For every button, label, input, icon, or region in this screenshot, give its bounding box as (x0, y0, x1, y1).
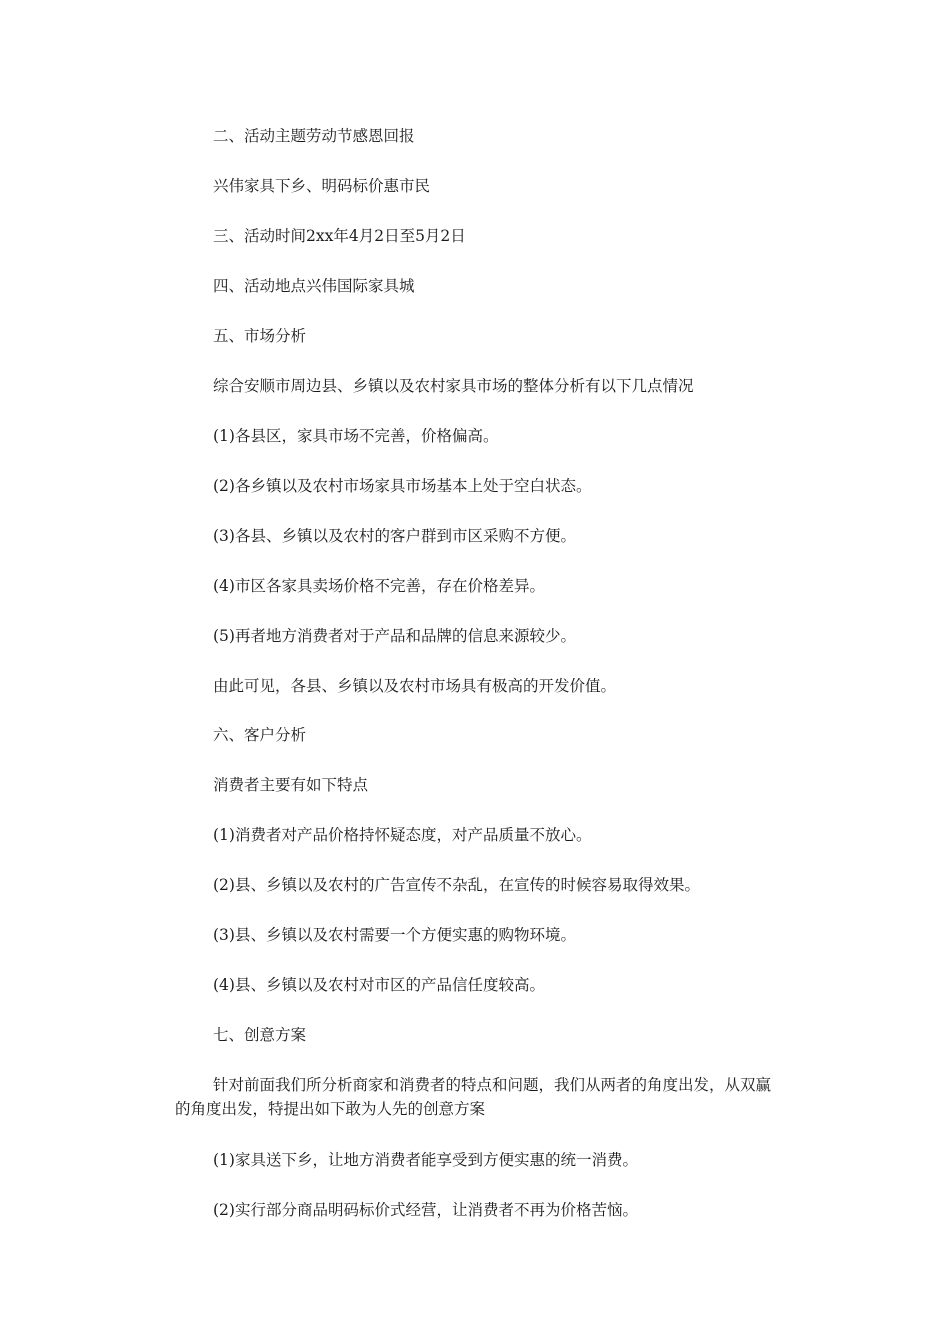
paragraph-slogan: 兴伟家具下乡、明码标价惠市民 (213, 177, 431, 195)
heading-market-analysis: 五、市场分析 (213, 327, 307, 345)
paragraph-creative-intro: 针对前面我们所分析商家和消费者的特点和问题，我们从两者的角度出发，从双赢的角度出发，特提出如下敢为人先的创意方案 (175, 1076, 772, 1118)
paragraph-customer-intro: 消费者主要有如下特点 (213, 776, 369, 794)
heading-activity-time: 三、活动时间2xx年4月2日至5月2日 (213, 227, 466, 245)
heading-customer-analysis: 六、客户分析 (213, 726, 307, 744)
list-item-market-1: (1)各县区，家具市场不完善，价格偏高。 (213, 427, 499, 445)
list-item-market-4: (4)市区各家具卖场价格不完善，存在价格差异。 (213, 577, 545, 595)
list-item-customer-4: (4)县、乡镇以及农村对市区的产品信任度较高。 (213, 976, 545, 994)
list-item-market-5: (5)再者地方消费者对于产品和品牌的信息来源较少。 (213, 627, 576, 645)
list-item-creative-2: (2)实行部分商品明码标价式经营，让消费者不再为价格苦恼。 (213, 1201, 638, 1219)
heading-activity-theme: 二、活动主题劳动节感恩回报 (213, 127, 415, 145)
paragraph-market-summary: 综合安顺市周边县、乡镇以及农村家具市场的整体分析有以下几点情况 (213, 377, 694, 395)
paragraph-market-conclusion: 由此可见，各县、乡镇以及农村市场具有极高的开发价值。 (213, 677, 617, 695)
heading-creative-plan: 七、创意方案 (213, 1026, 307, 1044)
list-item-customer-2: (2)县、乡镇以及农村的广告宣传不杂乱，在宣传的时候容易取得效果。 (213, 876, 700, 894)
list-item-customer-1: (1)消费者对产品价格持怀疑态度，对产品质量不放心。 (213, 826, 592, 844)
list-item-market-3: (3)各县、乡镇以及农村的客户群到市区采购不方便。 (213, 527, 576, 545)
list-item-market-2: (2)各乡镇以及农村市场家具市场基本上处于空白状态。 (213, 477, 592, 495)
heading-activity-location: 四、活动地点兴伟国际家具城 (213, 277, 415, 295)
list-item-customer-3: (3)县、乡镇以及农村需要一个方便实惠的购物环境。 (213, 926, 576, 944)
list-item-creative-1: (1)家具送下乡，让地方消费者能享受到方便实惠的统一消费。 (213, 1151, 638, 1169)
